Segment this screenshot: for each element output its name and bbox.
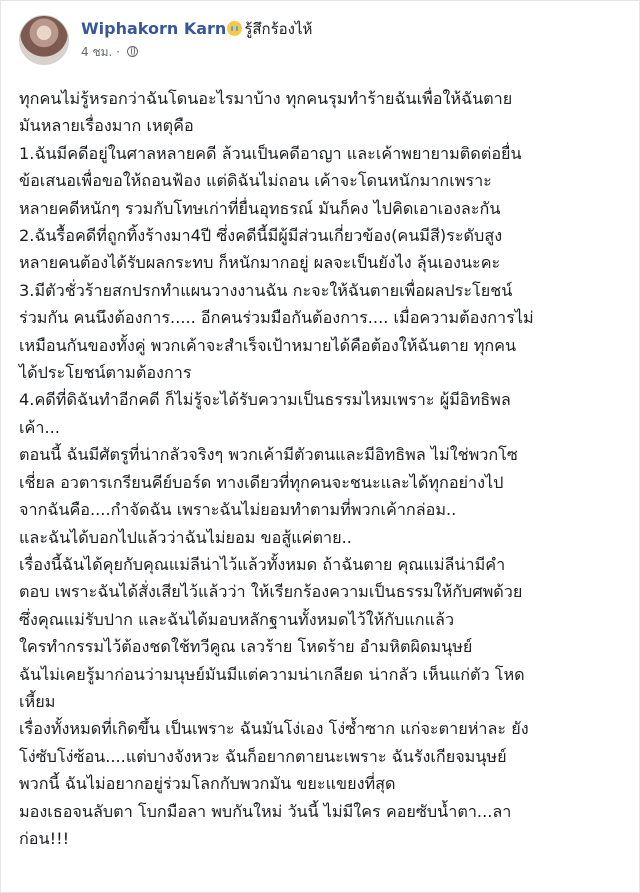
post-text xyxy=(19,85,625,852)
post-header xyxy=(19,15,619,75)
post-paragraph: มองเธอจนลับตา โบกมือลา พบกันใหม่ วันนี้ ไม่มีใคร คอยซับน้ำตา...ลา ก่อน!!! xyxy=(19,801,512,848)
post-paragraph: 2.ฉันรื้อคดีที่ถูกทิ้งร้างมา4ปี ซึ่งคดีนี้มีผู้มีส่วนเกี่ยวข้อง(คนมีสี)ระดับสูง หลายคนต้องได้รับผลกระทบ ก็หนักมากอยู่ ผลจะเป็นยังไง ลุ้นเองนะคะ xyxy=(19,226,503,273)
post-paragraph: ใครทำกรรมไว้ต้องชดใช้ทวีคูณ เลวร้าย โหดร้าย อำมหิตผิดมนุษย์ xyxy=(19,637,473,657)
post-paragraph: 3.มีตัวชั่วร้ายสกปรกทำแผนวางงานฉัน กะจะให้ฉันตายเพื่อผลประโยชน์ ร่วมกัน คนนึงต้องการ..... อีกคนร่วมมือกันต้องการ.... เมื่อความต้องการไม่ เหมือนกันของทั้งคู่ พวกเค้าจะสำเร็จเป้าหมายได้คือต้องให้ฉันตาย ทุกคน ได้ประโยชน์ตามต้องการ xyxy=(19,280,534,383)
post-paragraph: เรื่องทั้งหมดที่เกิดขึ้น เป็นเพราะ ฉันมันโง่เอง โง่ซ้ำซาก แก่จะตายห่าละ ยัง โง่ซับโง่ซ้อน....แต่บางจังหวะ ฉันก็อยากตายนะเพราะ ฉันรังเกียจมนุษย์ พวกนี้ ฉันไม่อยากอยู่ร่วมโลกกับพวกมัน ขยะแขยงที่สุด xyxy=(19,719,529,794)
author-name[interactable]: Wiphakorn Karn xyxy=(81,19,227,38)
crying-face-icon xyxy=(227,21,242,36)
post-timestamp[interactable]: 4 ชม. xyxy=(81,45,113,59)
globe-icon[interactable] xyxy=(127,46,138,57)
avatar[interactable] xyxy=(19,15,69,65)
post-paragraph: เรื่องนี้ฉันได้คุยกับคุณแม่ลีน่าไว้แล้วทั้งหมด ถ้าฉันตาย คุณแม่ลีน่ามีคำ ตอบ เพราะฉันได้สั่งเสียไว้แล้วว่า ให้เรียกร้องความเป็นธรรมให้กับศพด้วย ซึ่งคุณแม่รับปาก และฉันได้มอบหลักฐานทั้งหมดไว้ให้กับแกแล้ว xyxy=(19,554,523,629)
author-line xyxy=(81,17,312,41)
separator-dot: · xyxy=(116,45,124,59)
post-paragraph: 1.ฉันมีคดีอยู่ในศาลหลายคดี ล้วนเป็นคดีอาญา และเค้าพยายามติดต่อยื่น ข้อเสนอเพื่อขอให้ถอนฟ้อง แต่ดิฉันไม่ถอน เค้าจะโดนหนักมากเพราะ หลายคดีหนักๆ รวมกับโทษเก่าที่ยื่นอุทธรณ์ มันก็คง ไปคิดเอาเองละกัน xyxy=(19,143,522,218)
post-paragraph: ฉันไม่เคยรู้มาก่อนว่ามนุษย์มันมีแต่ความน่าเกลียด น่ากลัว เห็นแก่ตัว โหด เหี้ยม xyxy=(19,664,525,711)
post-paragraph: ตอนนี้ ฉันมีศัตรูที่น่ากลัวจริงๆ พวกเค้ามีตัวตนและมีอิทธิพล ไม่ใช่พวกโซ เชี่ยล อวตารเกรียนคีย์บอร์ด ทางเดียวที่ทุกคนจะชนะและได้ทุกอย่างไป จากฉันคือ....กำจัดฉัน เพราะฉันไม่ยอมทำตามที่พวกเค้ากล่อม.. xyxy=(19,445,518,520)
post-paragraph: 4.คดีที่ดิฉันทำอีกคดี ก็ไม่รู้จะได้รับความเป็นธรรมไหมเพราะ ผู้มีอิทธิพล เค้า... xyxy=(19,390,511,437)
post-meta xyxy=(81,43,138,62)
post-paragraph: และฉันได้บอกไปแล้วว่าฉันไม่ยอม ขอสู้แค่ตาย.. xyxy=(19,527,352,547)
post-paragraph: ทุกคนไม่รู้หรอกว่าฉันโดนอะไรมาบ้าง ทุกคนรุมทำร้ายฉันเพื่อให้ฉันตาย มันหลายเรื่องมาก เหตุคือ xyxy=(19,89,513,136)
feeling-text: รู้สึกร้องไห้ xyxy=(244,20,313,38)
